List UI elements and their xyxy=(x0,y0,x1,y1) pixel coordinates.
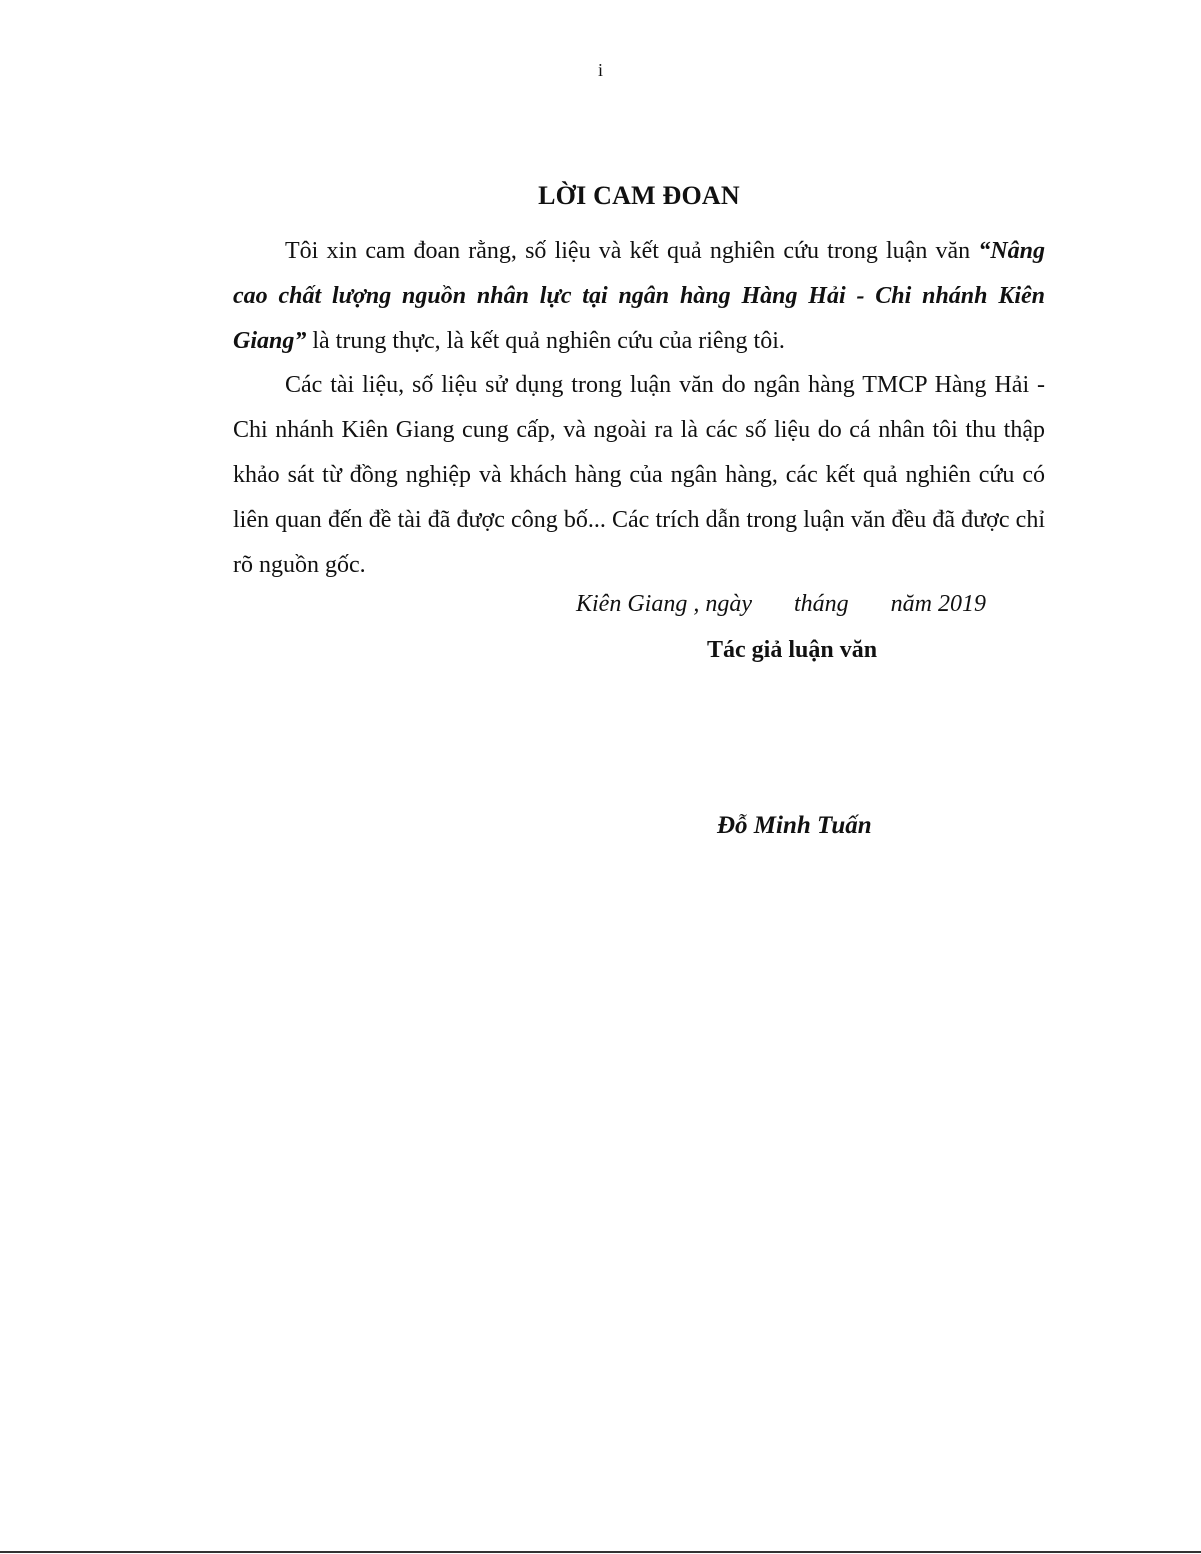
date-line: Kiên Giang , ngày tháng năm 2019 xyxy=(576,591,986,617)
declaration-paragraph-1 xyxy=(233,229,1045,363)
author-name: Đỗ Minh Tuấn xyxy=(717,812,872,839)
paragraph-1-outro: là trung thực, là kết quả nghiên cứu của riêng tôi. xyxy=(306,327,785,354)
author-role: Tác giả luận văn xyxy=(707,637,878,663)
page-title: LỜI CAM ĐOAN xyxy=(538,181,740,210)
declaration-body xyxy=(233,229,1045,587)
bottom-rule xyxy=(0,1551,1201,1553)
page-number: i xyxy=(597,60,603,80)
thesis-title: “Nâng cao chất lượng nguồn nhân lực tại ngân hàng Hàng Hải - Chi nhánh Kiên Giang” xyxy=(233,238,1045,354)
paragraph-1-intro: Tôi xin cam đoan rằng, số liệu và kết quả nghiên cứu trong luận văn xyxy=(285,238,979,264)
declaration-paragraph-2: Các tài liệu, số liệu sử dụng trong luận văn do ngân hàng TMCP Hàng Hải - Chi nhánh Kiên Giang cung cấp, và ngoài ra là các số liệu do cá nhân tôi thu thập khảo sát từ đồng nghiệp và khách hàng của ngân hàng, các kết quả nghiên cứu có liên quan đến đề tài đã được công bố... Các trích dẫn trong luận văn đều đã được chỉ rõ nguồn gốc. xyxy=(233,372,1045,578)
